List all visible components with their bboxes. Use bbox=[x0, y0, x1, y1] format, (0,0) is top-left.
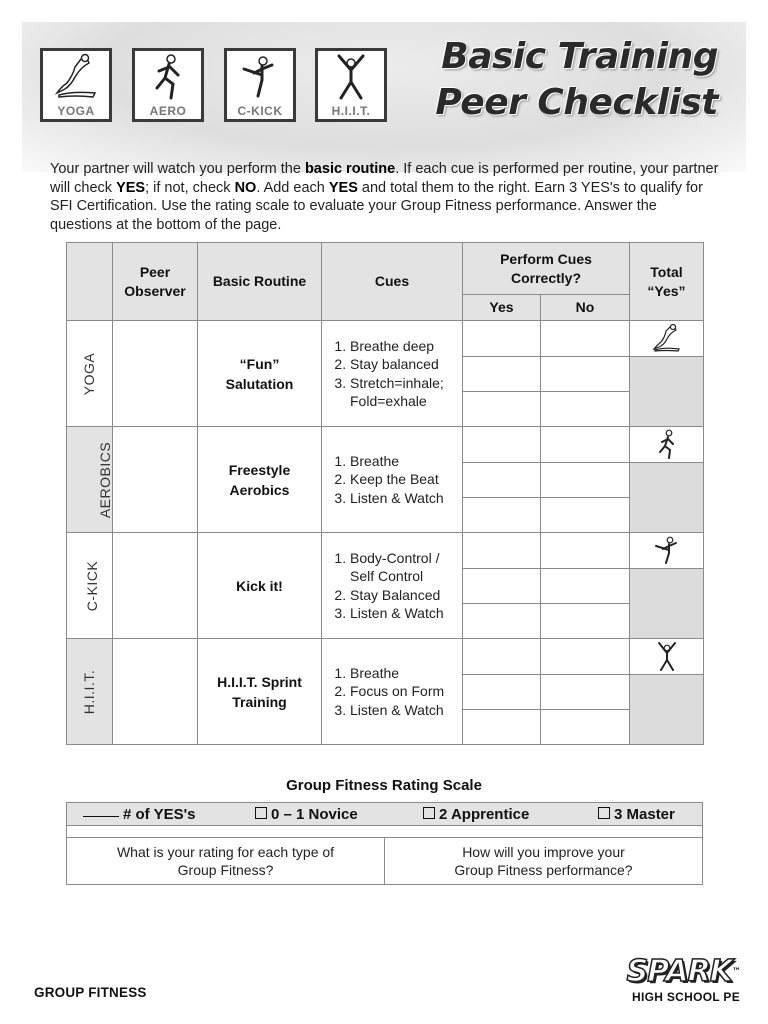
spark-logo bbox=[627, 956, 740, 1004]
no-checkbox-cell[interactable] bbox=[541, 463, 630, 498]
cue-item: 1. Body-Control / Self Control bbox=[350, 549, 462, 586]
yes-checkbox-cell[interactable] bbox=[463, 427, 541, 463]
yes-count-blank[interactable] bbox=[83, 816, 119, 817]
yes-checkbox-cell[interactable] bbox=[463, 604, 541, 639]
kick-icon bbox=[235, 53, 285, 101]
no-checkbox-cell[interactable] bbox=[541, 604, 630, 639]
yes-checkbox-cell[interactable] bbox=[463, 321, 541, 357]
header-cues: Cues bbox=[322, 243, 463, 321]
question-line: What is your rating for each type of bbox=[116, 843, 335, 860]
row-type: AEROBICS bbox=[97, 441, 114, 518]
cue-item: 3. Listen & Watch bbox=[350, 489, 462, 508]
routine-line: Freestyle bbox=[228, 461, 291, 478]
cues-cell bbox=[322, 639, 463, 745]
header-yes: Yes bbox=[463, 295, 541, 321]
row-type: H.I.I.T. bbox=[81, 669, 98, 714]
yoga-icon bbox=[51, 53, 101, 101]
title-line-1: Basic Training bbox=[441, 36, 718, 77]
yes-checkbox-cell[interactable] bbox=[463, 639, 541, 675]
ckick-badge bbox=[224, 48, 296, 122]
jumping-jack-icon bbox=[650, 641, 684, 671]
yes-count-field[interactable] bbox=[83, 806, 196, 823]
total-yes-cell[interactable] bbox=[630, 569, 704, 639]
intro-text: and total them to the right. Earn 3 YES's to qualify for SFI Certification. Use the rating scale to evaluate your Group Fitness performance. Answer the questions at the bottom of the page. bbox=[50, 179, 703, 233]
no-checkbox-cell[interactable] bbox=[541, 569, 630, 604]
row-label-yoga bbox=[67, 321, 113, 427]
page-title bbox=[435, 34, 718, 126]
row-type: C-KICK bbox=[84, 560, 101, 611]
icon-label: C-KICK bbox=[237, 104, 283, 118]
apprentice-checkbox[interactable] bbox=[423, 807, 435, 819]
routine-cell bbox=[198, 321, 322, 427]
intro-text: Your partner will watch you perform the bbox=[50, 161, 305, 177]
routine-cell bbox=[198, 533, 322, 639]
header-no: No bbox=[541, 295, 630, 321]
kick-icon bbox=[650, 535, 684, 565]
yes-checkbox-cell[interactable] bbox=[463, 498, 541, 533]
runner-icon bbox=[650, 429, 684, 459]
cue-item: 3. Listen & Watch bbox=[350, 701, 462, 720]
peer-observer-cell[interactable] bbox=[113, 321, 198, 427]
routine-line: H.I.I.T. Sprint bbox=[217, 673, 302, 690]
cues-cell bbox=[322, 533, 463, 639]
no-checkbox-cell[interactable] bbox=[541, 675, 630, 710]
routine-cell bbox=[198, 427, 322, 533]
cue-item: 3. Listen & Watch bbox=[350, 604, 462, 623]
question-line: Group Fitness performance? bbox=[454, 862, 633, 878]
yes-checkbox-cell[interactable] bbox=[463, 392, 541, 427]
intro-bold: NO bbox=[234, 179, 257, 196]
yoga-icon bbox=[650, 323, 684, 353]
yoga-badge bbox=[40, 48, 112, 122]
routine-line: Kick it! bbox=[236, 577, 283, 594]
total-yes-cell[interactable] bbox=[630, 357, 704, 427]
rating-scale-options bbox=[67, 803, 703, 826]
total-icon-cell bbox=[630, 321, 704, 357]
yes-checkbox-cell[interactable] bbox=[463, 569, 541, 604]
icon-label: AERO bbox=[149, 104, 187, 118]
cue-item: 1. Breathe bbox=[350, 664, 462, 683]
yes-checkbox-cell[interactable] bbox=[463, 357, 541, 392]
header-total: Total “Yes” bbox=[630, 243, 704, 321]
title-line-2: Peer Checklist bbox=[435, 82, 718, 123]
cue-item: 2. Focus on Form bbox=[350, 682, 462, 701]
logo-subtitle: HIGH SCHOOL PE bbox=[632, 990, 740, 1004]
routine-line: Salutation bbox=[225, 375, 294, 392]
intro-text: . Add each bbox=[256, 179, 329, 196]
yes-checkbox-cell[interactable] bbox=[463, 533, 541, 569]
rating-scale-title: Group Fitness Rating Scale bbox=[286, 777, 482, 794]
apprentice-option[interactable] bbox=[423, 806, 529, 823]
novice-option[interactable] bbox=[255, 806, 358, 823]
question-line: How will you improve your bbox=[462, 843, 625, 860]
improve-question[interactable] bbox=[385, 838, 703, 885]
no-checkbox-cell[interactable] bbox=[541, 498, 630, 533]
cues-cell bbox=[322, 427, 463, 533]
cue-item: 1. Breathe deep bbox=[350, 337, 462, 356]
intro-bold: basic routine bbox=[304, 161, 396, 177]
master-option[interactable] bbox=[598, 806, 675, 823]
total-icon-cell bbox=[630, 533, 704, 569]
jumping-jack-icon bbox=[326, 53, 376, 101]
yes-checkbox-cell[interactable] bbox=[463, 463, 541, 498]
total-yes-cell[interactable] bbox=[630, 675, 704, 745]
logo-wordmark: SPARK bbox=[626, 954, 732, 989]
hiit-badge bbox=[315, 48, 387, 122]
novice-checkbox[interactable] bbox=[255, 807, 267, 819]
icon-label: H.I.I.T. bbox=[331, 104, 371, 118]
footer-section-label: GROUP FITNESS bbox=[34, 985, 147, 1000]
cue-item: 3. Stretch=inhale; Fold=exhale bbox=[350, 374, 462, 411]
checklist-table bbox=[66, 242, 704, 745]
routine-line: “Fun” bbox=[239, 355, 280, 372]
intro-text: ; if not, check bbox=[145, 179, 235, 196]
no-checkbox-cell[interactable] bbox=[541, 357, 630, 392]
apprentice-label: 2 Apprentice bbox=[439, 806, 530, 823]
peer-observer-cell[interactable] bbox=[113, 639, 198, 745]
total-icon-cell bbox=[630, 427, 704, 463]
logo-trademark: ™ bbox=[732, 967, 740, 977]
routine-line: Training bbox=[232, 693, 287, 710]
yes-checkbox-cell[interactable] bbox=[463, 710, 541, 745]
header-peer-observer: Peer Observer bbox=[113, 243, 198, 321]
row-label-aerobics bbox=[67, 427, 113, 533]
header-blank bbox=[67, 243, 113, 321]
question-line: Group Fitness? bbox=[177, 862, 274, 878]
aero-badge bbox=[132, 48, 204, 122]
header-basic-routine: Basic Routine bbox=[198, 243, 322, 321]
intro-bold: YES bbox=[328, 179, 358, 196]
yes-count-label: # of YES's bbox=[123, 806, 196, 823]
no-checkbox-cell[interactable] bbox=[541, 392, 630, 427]
peer-observer-cell[interactable] bbox=[113, 533, 198, 639]
rating-question[interactable] bbox=[67, 838, 385, 885]
instructions bbox=[50, 160, 720, 234]
novice-label: 0 – 1 Novice bbox=[271, 806, 358, 823]
cue-item: 2. Keep the Beat bbox=[350, 470, 462, 489]
no-checkbox-cell[interactable] bbox=[541, 639, 630, 675]
cue-item: 1. Breathe bbox=[350, 452, 462, 471]
cues-cell bbox=[322, 321, 463, 427]
row-type: YOGA bbox=[81, 352, 98, 395]
rating-scale-table bbox=[66, 802, 703, 885]
header-perform: Perform Cues Correctly? bbox=[463, 243, 630, 295]
intro-text: . If each cue is performed per routine, your partner will check bbox=[50, 161, 719, 196]
no-checkbox-cell[interactable] bbox=[541, 427, 630, 463]
runner-icon bbox=[143, 53, 193, 101]
yes-checkbox-cell[interactable] bbox=[463, 675, 541, 710]
row-label-hiit bbox=[67, 639, 113, 745]
master-checkbox[interactable] bbox=[598, 807, 610, 819]
total-yes-cell[interactable] bbox=[630, 463, 704, 533]
master-label: 3 Master bbox=[614, 806, 675, 823]
scale-spacer bbox=[67, 826, 703, 838]
row-label-ckick bbox=[67, 533, 113, 639]
routine-line: Aerobics bbox=[229, 481, 290, 498]
icon-label: YOGA bbox=[57, 104, 95, 118]
total-icon-cell bbox=[630, 639, 704, 675]
cue-item: 2. Stay balanced bbox=[350, 355, 462, 374]
intro-bold: YES bbox=[116, 179, 146, 196]
no-checkbox-cell[interactable] bbox=[541, 321, 630, 357]
no-checkbox-cell[interactable] bbox=[541, 533, 630, 569]
peer-observer-cell[interactable] bbox=[113, 427, 198, 533]
routine-cell bbox=[198, 639, 322, 745]
no-checkbox-cell[interactable] bbox=[541, 710, 630, 745]
cue-item: 2. Stay Balanced bbox=[350, 586, 462, 605]
